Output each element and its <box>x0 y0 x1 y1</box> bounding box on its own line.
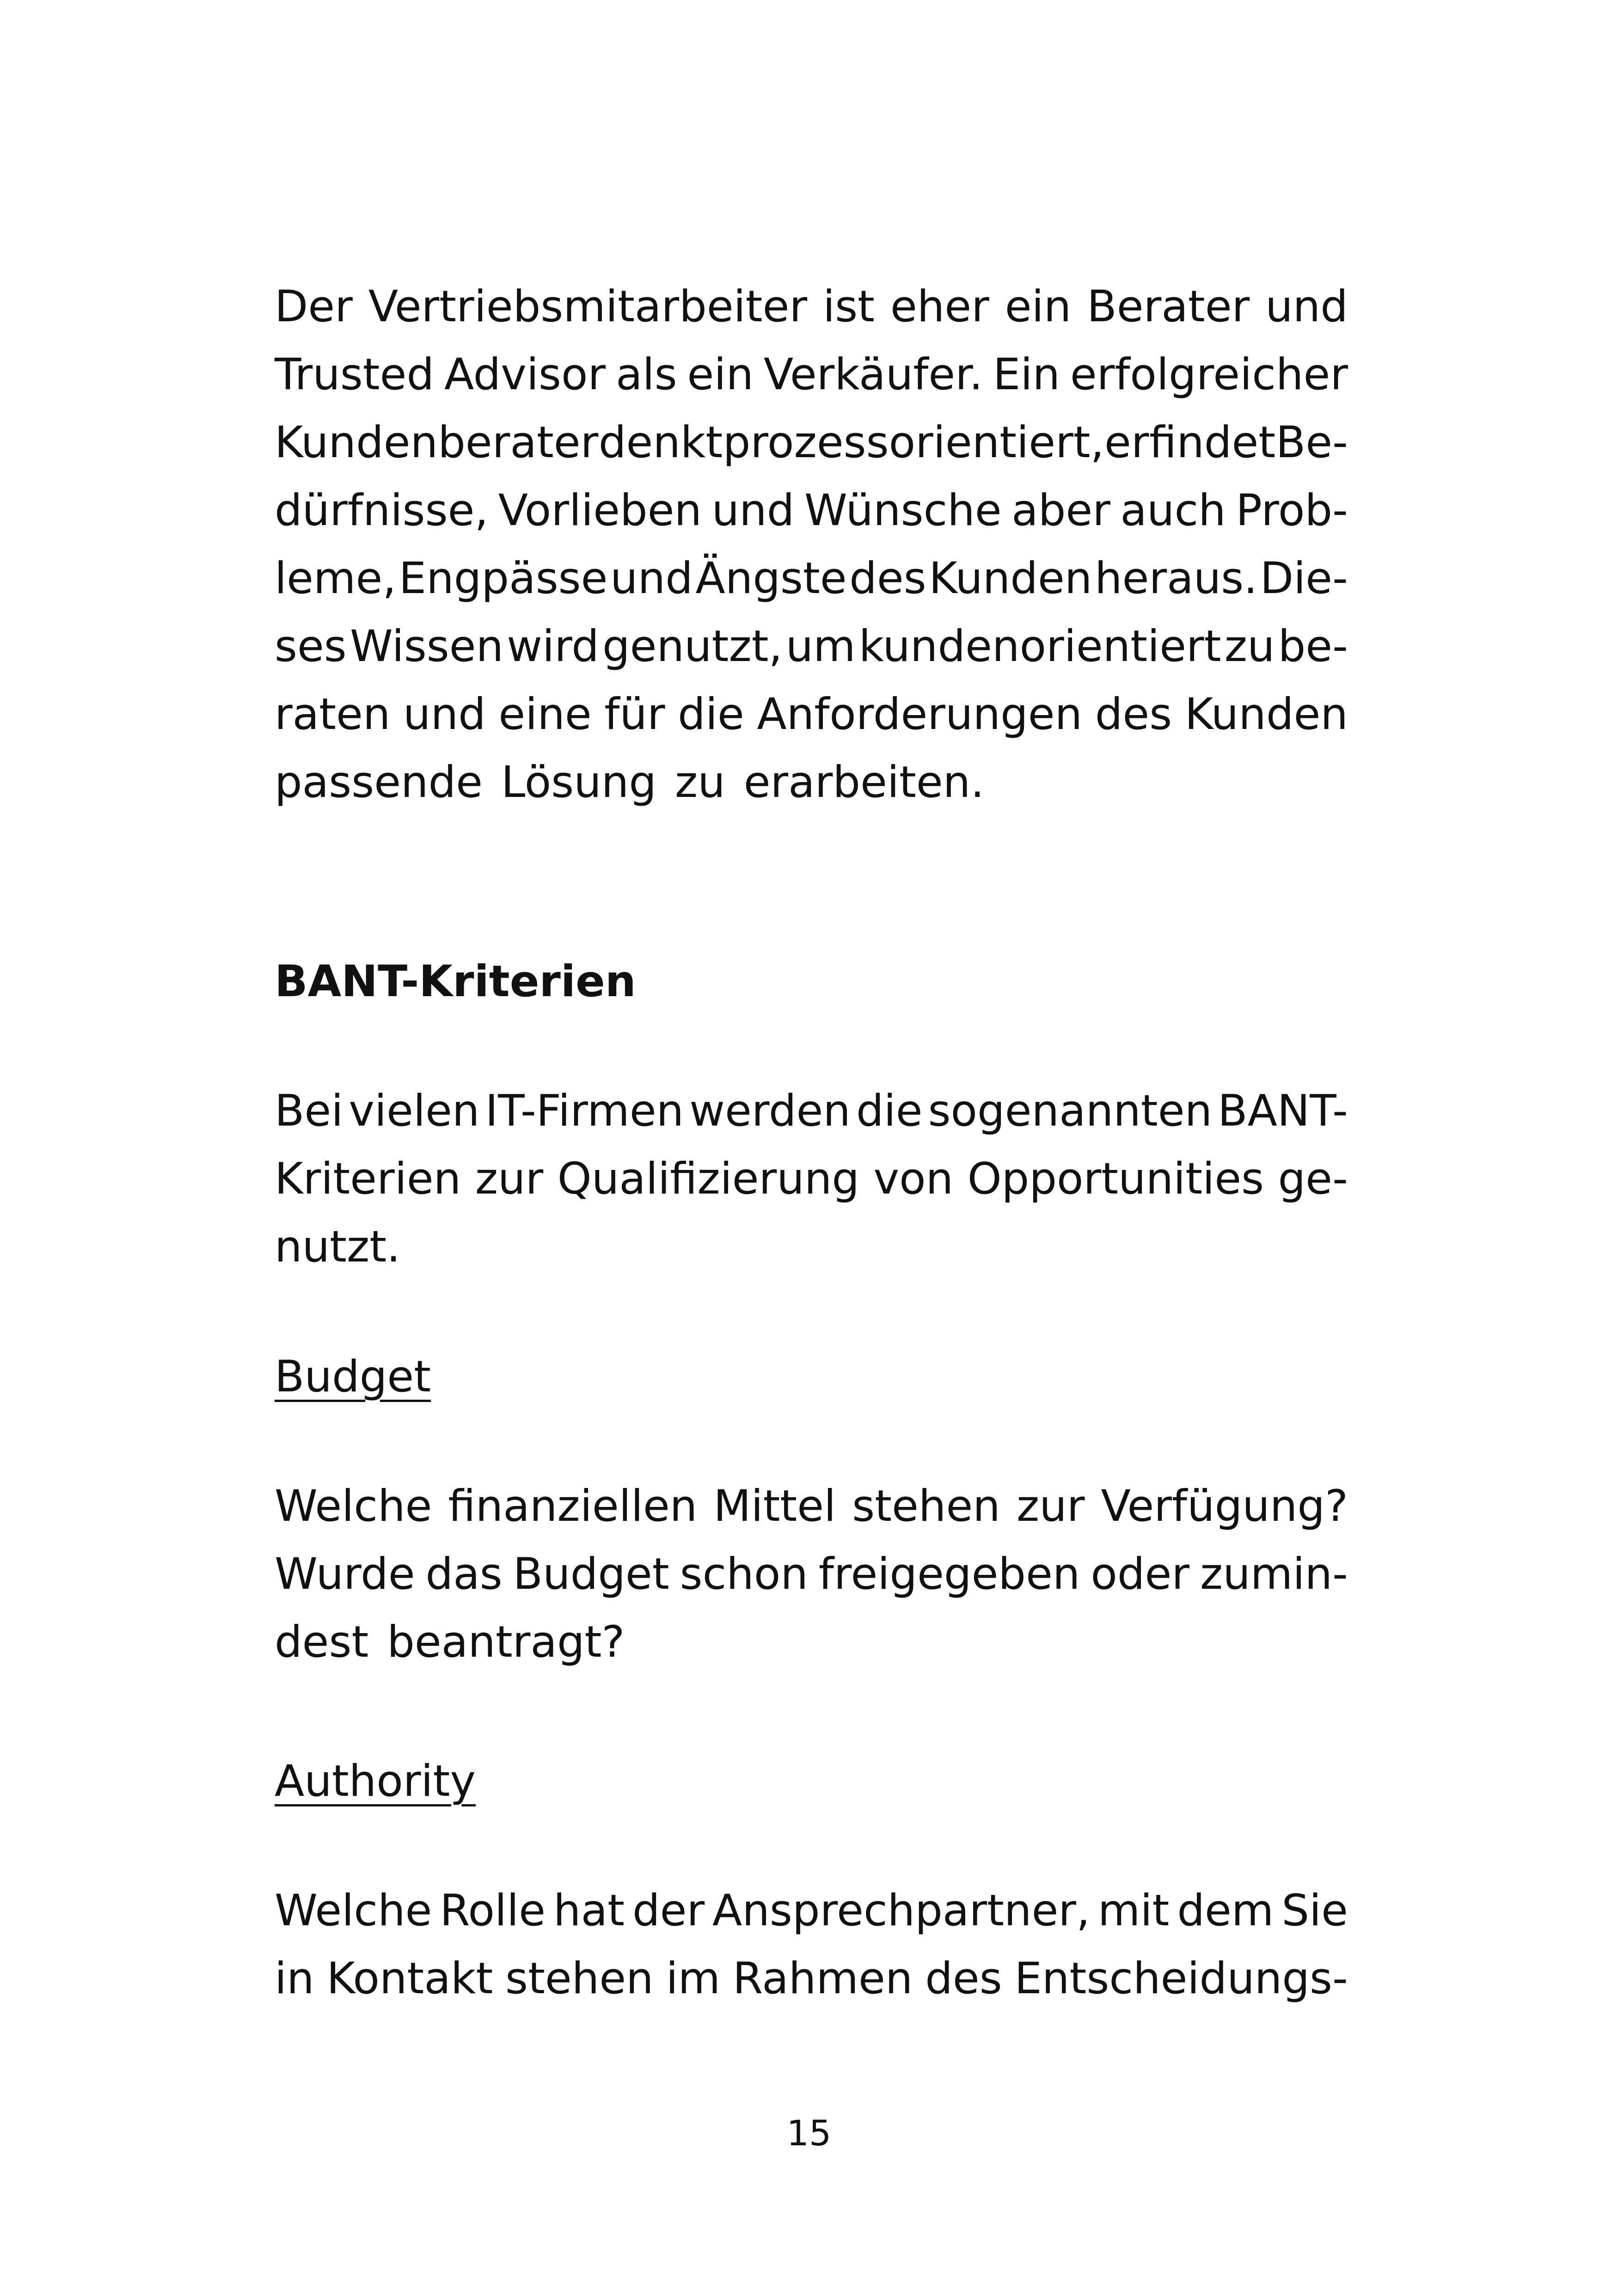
word: Advisor <box>444 349 606 400</box>
text-line <box>275 477 1348 545</box>
word: die <box>856 1086 923 1136</box>
word: Berater <box>1087 282 1250 332</box>
page-number: 15 <box>786 2112 832 2154</box>
text-line <box>275 1145 1348 1213</box>
word: und <box>610 553 693 604</box>
word: aber <box>1011 485 1110 536</box>
word: hat <box>553 1886 625 1936</box>
word: prozessorientiert, <box>723 417 1104 468</box>
word: dürfnisse, <box>275 485 489 536</box>
word: kundenorientiert <box>858 621 1221 672</box>
word: dest beantragt? <box>275 1617 625 1667</box>
word: zur <box>1016 1481 1085 1531</box>
word: mit <box>1097 1886 1170 1936</box>
word: Opportunities <box>967 1154 1264 1204</box>
word: Kunden <box>929 553 1092 604</box>
word: Prob- <box>1236 485 1348 536</box>
word: Qualifizierung <box>557 1154 860 1204</box>
text-line <box>275 341 1348 409</box>
text-line <box>275 1540 1348 1608</box>
word: Der <box>275 282 353 332</box>
word: stehen <box>505 1953 654 2004</box>
word: Wissen <box>349 621 504 672</box>
word: und <box>711 485 795 536</box>
word: zur <box>475 1154 544 1204</box>
intro-paragraph <box>275 273 1348 816</box>
word: Kontakt <box>326 1953 493 2004</box>
authority-heading: Authority <box>275 1756 476 1806</box>
word: Wurde <box>275 1549 415 1599</box>
word: Die- <box>1260 553 1348 604</box>
word: be- <box>1278 621 1348 672</box>
word: Engpässe <box>398 553 608 604</box>
word: zu <box>1224 621 1275 672</box>
word: Bei <box>275 1086 343 1136</box>
word: ein <box>687 349 754 400</box>
text-line <box>275 1945 1348 2013</box>
word: Be- <box>1275 417 1348 468</box>
word: als <box>615 349 677 400</box>
text-line <box>275 273 1348 341</box>
word: eine <box>498 689 592 740</box>
word: Wünsche <box>804 485 1002 536</box>
word: BANT- <box>1218 1086 1348 1136</box>
word: ist <box>823 282 875 332</box>
word: für <box>604 689 665 740</box>
word: Anforderungen <box>757 689 1083 740</box>
text-line <box>275 409 1348 477</box>
word: vielen <box>349 1086 480 1136</box>
word: des <box>1095 689 1172 740</box>
word: ein <box>1005 282 1072 332</box>
word: stehen <box>852 1481 1000 1531</box>
word: Welche <box>275 1886 432 1936</box>
word: sogenannten <box>928 1086 1213 1136</box>
word: Ein <box>993 349 1060 400</box>
word: nutzt. <box>275 1222 401 1272</box>
word: er <box>1104 417 1149 468</box>
word: Vertriebsmitarbeiter <box>368 282 808 332</box>
text-line <box>275 748 1348 816</box>
word: Kundenberater <box>275 417 599 468</box>
word: ses <box>275 621 347 672</box>
word: Sie <box>1281 1886 1348 1936</box>
word: und <box>403 689 486 740</box>
word: Rahmen <box>733 1953 913 2004</box>
word: im <box>666 1953 721 2004</box>
word: findet <box>1149 417 1276 468</box>
word: Entscheidungs- <box>1014 1953 1348 2004</box>
word: Ängste <box>695 553 847 604</box>
word: erfolgreicher <box>1070 349 1348 400</box>
word: freigegeben <box>818 1549 1080 1599</box>
word: Ansprechpartner, <box>712 1886 1090 1936</box>
word: von <box>873 1154 954 1204</box>
word: und <box>1265 282 1348 332</box>
word: eher <box>890 282 989 332</box>
word: dem <box>1177 1886 1274 1936</box>
text-line <box>275 1077 1348 1145</box>
word: IT-Firmen <box>485 1086 684 1136</box>
word: Rolle <box>440 1886 546 1936</box>
budget-heading: Budget <box>275 1352 431 1402</box>
word: der <box>632 1886 705 1936</box>
word: auch <box>1120 485 1226 536</box>
text-line <box>275 680 1348 748</box>
word: ge- <box>1278 1154 1348 1204</box>
text-line <box>275 545 1348 612</box>
word: Welche <box>275 1481 432 1531</box>
word: das <box>425 1549 503 1599</box>
budget-paragraph <box>275 1472 1348 1676</box>
bant-intro-paragraph <box>275 1077 1348 1281</box>
word: passende Lösung zu erarbeiten. <box>275 757 985 808</box>
word: Kriterien <box>275 1154 461 1204</box>
text-line <box>275 1877 1348 1945</box>
text-line <box>275 1213 1348 1281</box>
word: oder <box>1091 1549 1190 1599</box>
word: zumin- <box>1200 1549 1348 1599</box>
word: Mittel <box>713 1481 836 1531</box>
word: schon <box>680 1549 808 1599</box>
word: Verkäufer. <box>763 349 983 400</box>
word: leme, <box>275 553 397 604</box>
word: des <box>925 1953 1002 2004</box>
word: des <box>849 553 926 604</box>
word: genutzt, <box>602 621 783 672</box>
text-line <box>275 1608 1348 1676</box>
word: heraus. <box>1095 553 1258 604</box>
text-line <box>275 612 1348 680</box>
word: in <box>275 1953 314 2004</box>
word: werden <box>689 1086 851 1136</box>
word: raten <box>275 689 391 740</box>
word: wird <box>507 621 599 672</box>
authority-paragraph <box>275 1877 1348 2013</box>
word: Budget <box>513 1549 669 1599</box>
word: Kunden <box>1184 689 1348 740</box>
section-heading: BANT-Kriterien <box>275 956 636 1007</box>
word: die <box>678 689 744 740</box>
word: um <box>785 621 856 672</box>
word: finanziellen <box>448 1481 698 1531</box>
word: denkt <box>598 417 723 468</box>
word: Vorlieben <box>498 485 702 536</box>
word: Trusted <box>275 349 435 400</box>
text-line <box>275 1472 1348 1540</box>
word: Verfügung? <box>1101 1481 1348 1531</box>
